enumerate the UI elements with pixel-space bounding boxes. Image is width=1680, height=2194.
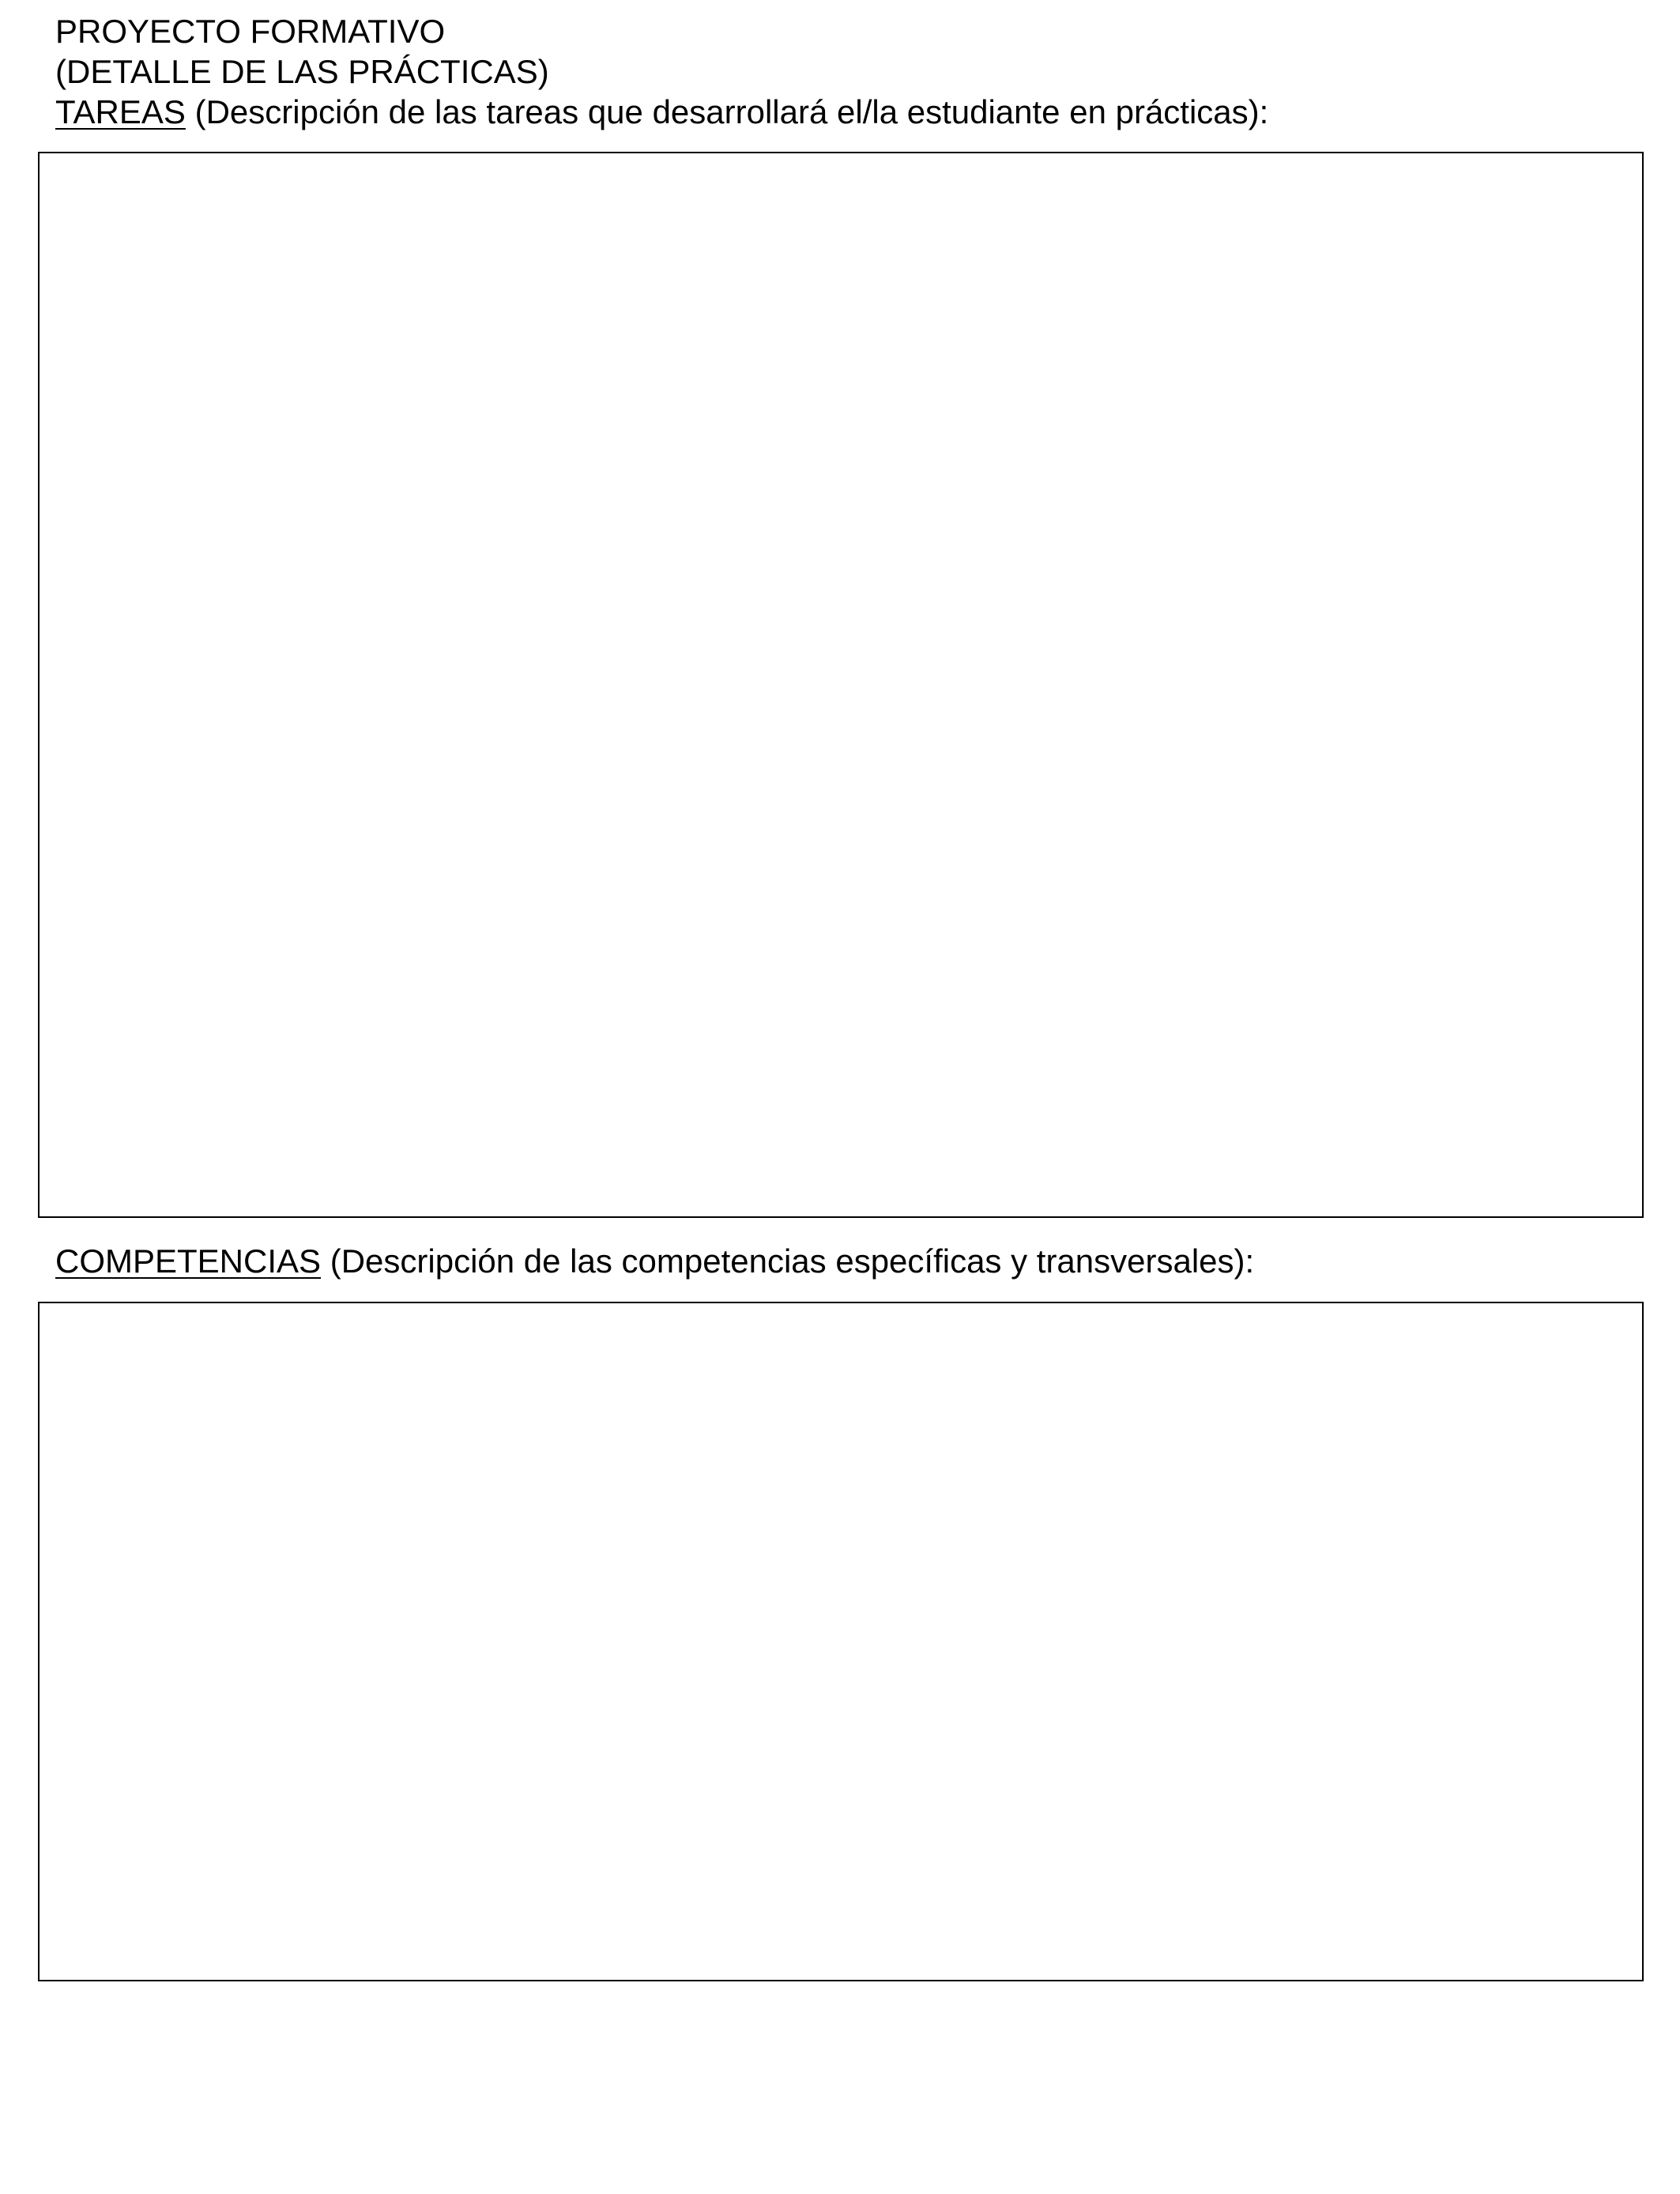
document-title: PROYECTO FORMATIVO bbox=[55, 13, 446, 50]
competencias-field[interactable] bbox=[38, 1302, 1644, 1981]
tareas-label bbox=[55, 92, 1268, 133]
tareas-description: (Descripción de las tareas que desarrollará el/la estudiante en prácticas): bbox=[185, 93, 1269, 130]
competencias-label bbox=[55, 1241, 1254, 1282]
competencias-heading: COMPETENCIAS bbox=[55, 1242, 322, 1280]
tareas-field[interactable] bbox=[38, 152, 1644, 1218]
competencias-description: (Descripción de las competencias específicas y transversales): bbox=[321, 1242, 1255, 1280]
tareas-heading: TAREAS bbox=[55, 93, 186, 130]
document-subtitle: (DETALLE DE LAS PRÁCTICAS) bbox=[55, 53, 549, 90]
